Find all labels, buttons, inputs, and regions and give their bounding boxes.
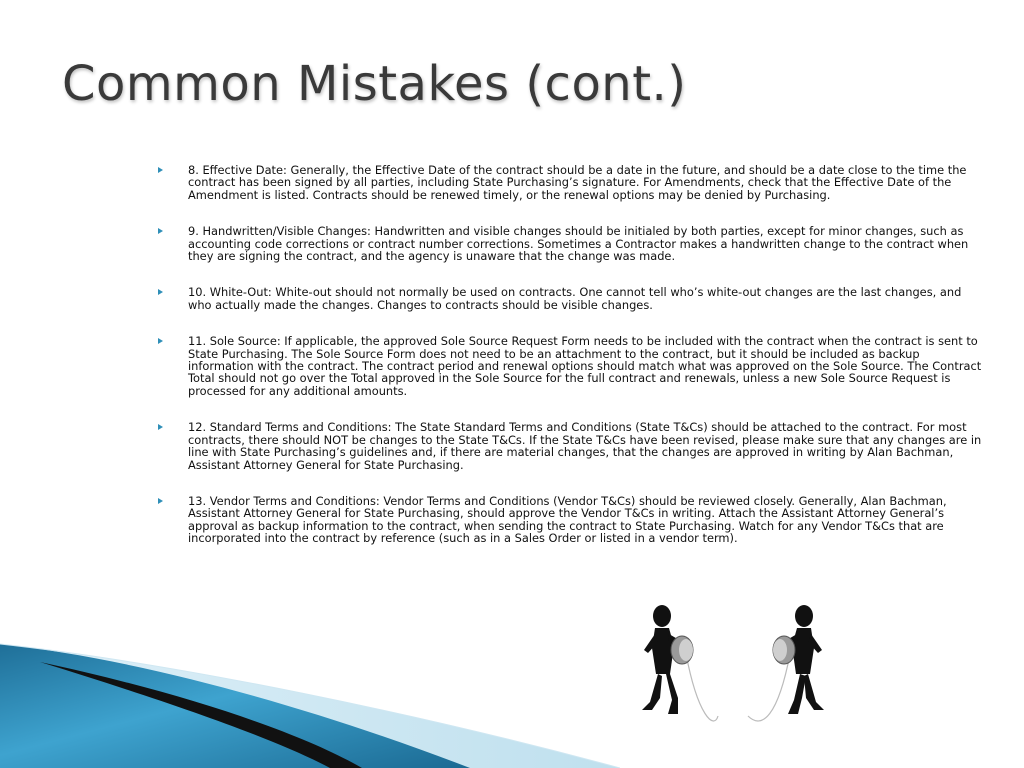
bullet-item-10 bbox=[158, 286, 984, 311]
triangle-right-icon bbox=[158, 338, 163, 344]
left-can bbox=[671, 636, 693, 664]
bullet-item-8 bbox=[158, 164, 984, 201]
bullet-text: 8. Effective Date: Generally, the Effective Date of the contract should be a date in the future, and should be a date close to the time the contract has been signed by all parties, including State Purchasing’s signature. For Amendments, check that the Effective Date of the Amendment is listed. Contracts should be renewed timely, or the renewal options may be denied by Purchasing. bbox=[188, 163, 967, 202]
slide-title: Common Mistakes (cont.) bbox=[62, 56, 687, 112]
bullet-text: 9. Handwritten/Visible Changes: Handwritten and visible changes should be initialed by both parties, except for minor changes, such as accounting code corrections or contract number corrections. Sometimes a Contractor makes a handwritten change to the contract when they are signing the contract, and the agency is unaware that the change was made. bbox=[188, 224, 969, 264]
decorative-swoosh bbox=[0, 640, 620, 768]
triangle-right-icon bbox=[158, 424, 163, 430]
bullet-text: 12. Standard Terms and Conditions: The State Standard Terms and Conditions (State T&Cs) should be attached to the contract. For most contracts, there should NOT be changes to the State T&Cs. If the State T&Cs have been revised, please make sure that any changes are in line with State Purchasing’s guidelines and, if there are material changes, that the changes are approved in writing by Alan Bachman, Assistant Attorney General for State Purchasing. bbox=[188, 420, 982, 472]
bullet-item-12 bbox=[158, 421, 984, 471]
triangle-right-icon bbox=[158, 228, 163, 234]
triangle-right-icon bbox=[158, 498, 163, 504]
bullet-text: 11. Sole Source: If applicable, the approved Sole Source Request Form needs to be included with the contract when the contract is sent to State Purchasing. The Sole Source Form does not need to be an attachment to the contract, but it should be included as backup information with the contract. The contract period and renewal options should match what was approved on the Sole Source. The Contract Total should not go over the Total approved in the Sole Source for the full contract and renewals, unless a new Sole Source Request is processed for any additional amounts. bbox=[188, 334, 982, 398]
bullet-text: 13. Vendor Terms and Conditions: Vendor Terms and Conditions (Vendor T&Cs) should be reviewed closely. Generally, Alan Bachman, Assistant Attorney General for State Purchasing, should approve the Vendor T&Cs in writing. Attach the Assistant Attorney General’s approval as backup information to the contract, when sending the contract to State Purchasing. Watch for any Vendor T&Cs that are incorporated into the contract by reference (such as in a Sales Order or listed in a vendor term). bbox=[188, 493, 947, 546]
right-can bbox=[773, 636, 795, 664]
bullet-item-13 bbox=[158, 495, 984, 545]
triangle-right-icon bbox=[158, 167, 163, 173]
bullet-item-11 bbox=[158, 335, 984, 397]
bullet-text: 10. White-Out: White-out should not normally be used on contracts. One cannot tell who’s white-out changes are the last changes, and who actually made the changes. Changes to contracts should be visible changes. bbox=[188, 285, 962, 312]
triangle-right-icon bbox=[158, 289, 163, 295]
bullet-item-9 bbox=[158, 225, 984, 262]
tin-can-telephone-figures bbox=[622, 598, 844, 728]
bullet-list bbox=[158, 164, 984, 545]
